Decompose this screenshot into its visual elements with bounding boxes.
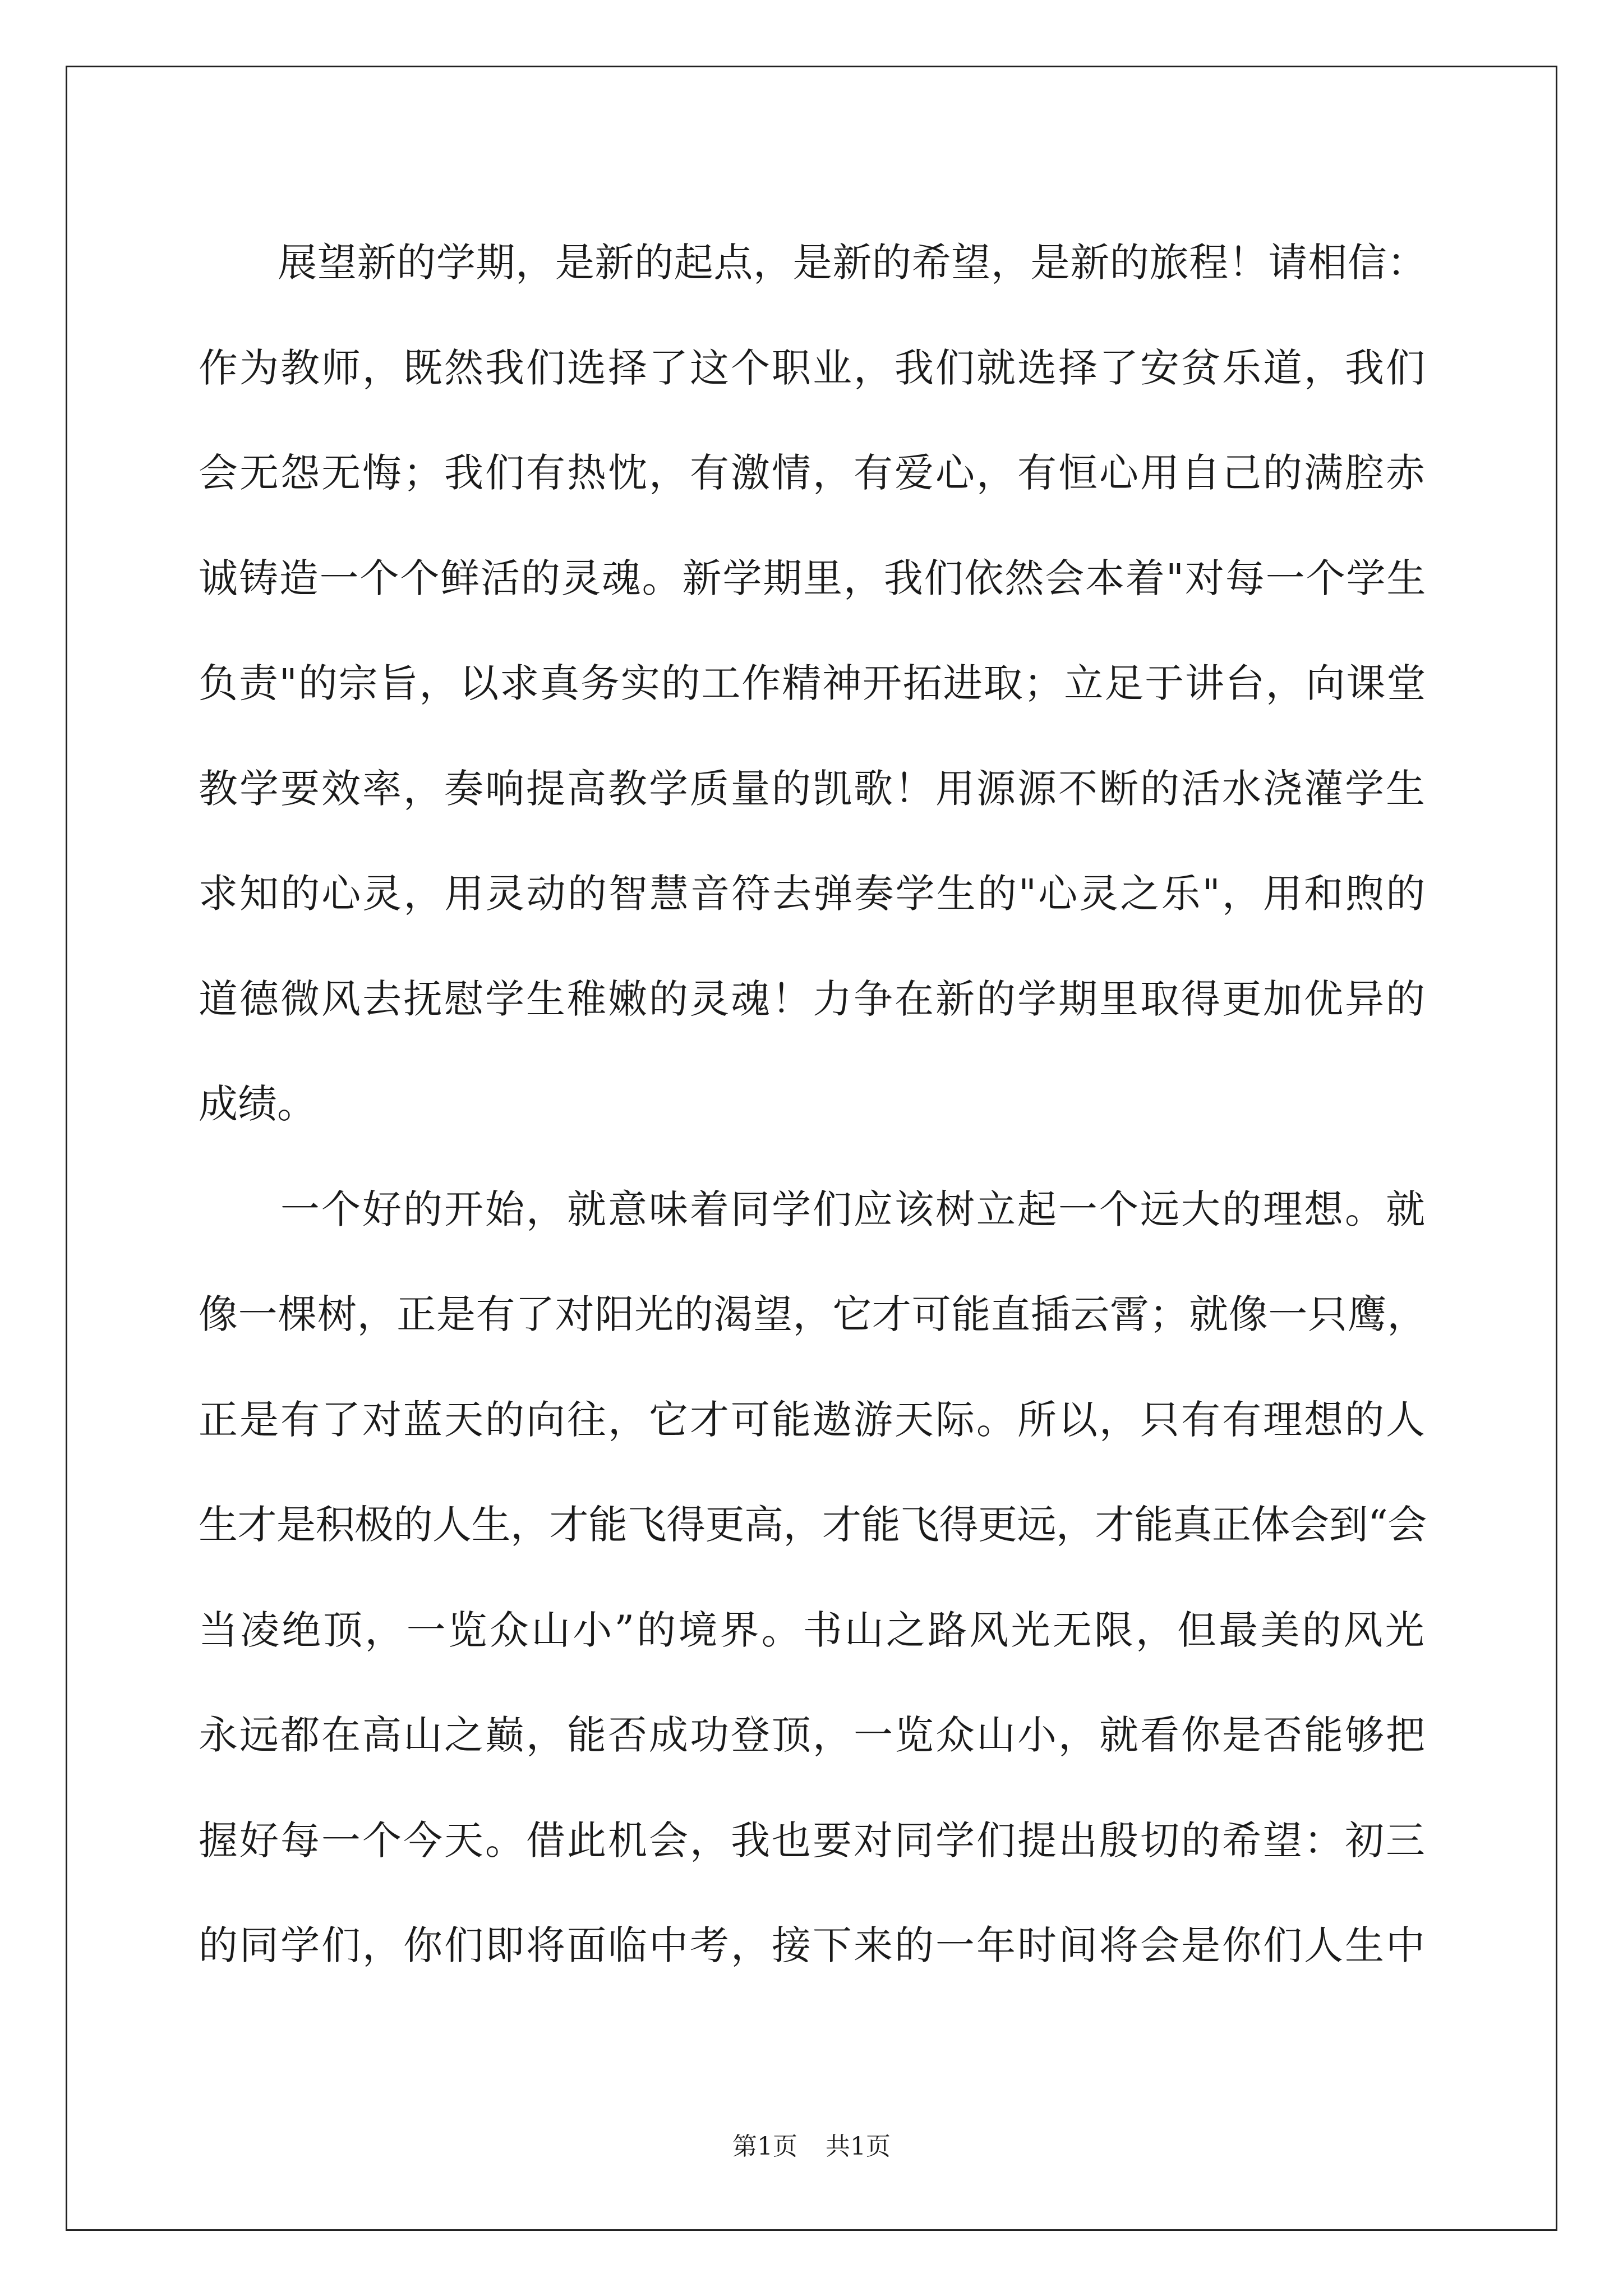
text-line: 诚铸造一个个鲜活的灵魂。新学期里，我们依然会本着"对每一个学生 [199,555,1427,601]
text-line: 正是有了对蓝天的向往，它才可能遨游天际。所以，只有有理想的人 [199,1396,1427,1443]
text-line: 会无怨无悔；我们有热忱，有激情，有爱心，有恒心用自己的满腔赤 [199,450,1427,496]
page-total: 共1页 [826,2132,891,2161]
text-line: 展望新的学期，是新的起点，是新的希望，是新的旅程！请相信： [199,240,1427,286]
text-line: 作为教师，既然我们选择了这个职业，我们就选择了安贫乐道，我们 [199,344,1427,391]
text-line: 的同学们，你们即将面临中考，接下来的一年时间将会是你们人生中 [199,1922,1427,1968]
text-line: 负责"的宗旨，以求真务实的工作精神开拓进取；立足于讲台，向课堂 [199,660,1427,706]
text-line: 像一棵树，正是有了对阳光的渴望，它才可能直插云霄；就像一只鹰， [199,1291,1427,1337]
text-line: 握好每一个今天。借此机会，我也要对同学们提出殷切的希望：初三 [199,1817,1427,1864]
text-line: 一个好的开始，就意味着同学们应该树立起一个远大的理想。就 [199,1186,1427,1232]
document-body [199,210,1427,1999]
text-line: 成绩。 [199,1081,316,1127]
page-number: 第1页 [732,2132,797,2161]
text-line: 教学要效率，奏响提高教学质量的凯歌！用源源不断的活水浇灌学生 [199,765,1427,812]
text-line: 生才是积极的人生，才能飞得更高，才能飞得更远，才能真正体会到“会 [199,1502,1427,1548]
text-line: 道德微风去抚慰学生稚嫩的灵魂！力争在新的学期里取得更加优异的 [199,976,1427,1022]
page-footer [0,2126,1623,2162]
text-line: 当凌绝顶，一览众山小”的境界。书山之路风光无限，但最美的风光 [199,1607,1427,1653]
text-line: 永远都在高山之巅，能否成功登顶，一览众山小，就看你是否能够把 [199,1712,1427,1758]
text-line: 求知的心灵，用灵动的智慧音符去弹奏学生的"心灵之乐"，用和煦的 [199,871,1427,917]
